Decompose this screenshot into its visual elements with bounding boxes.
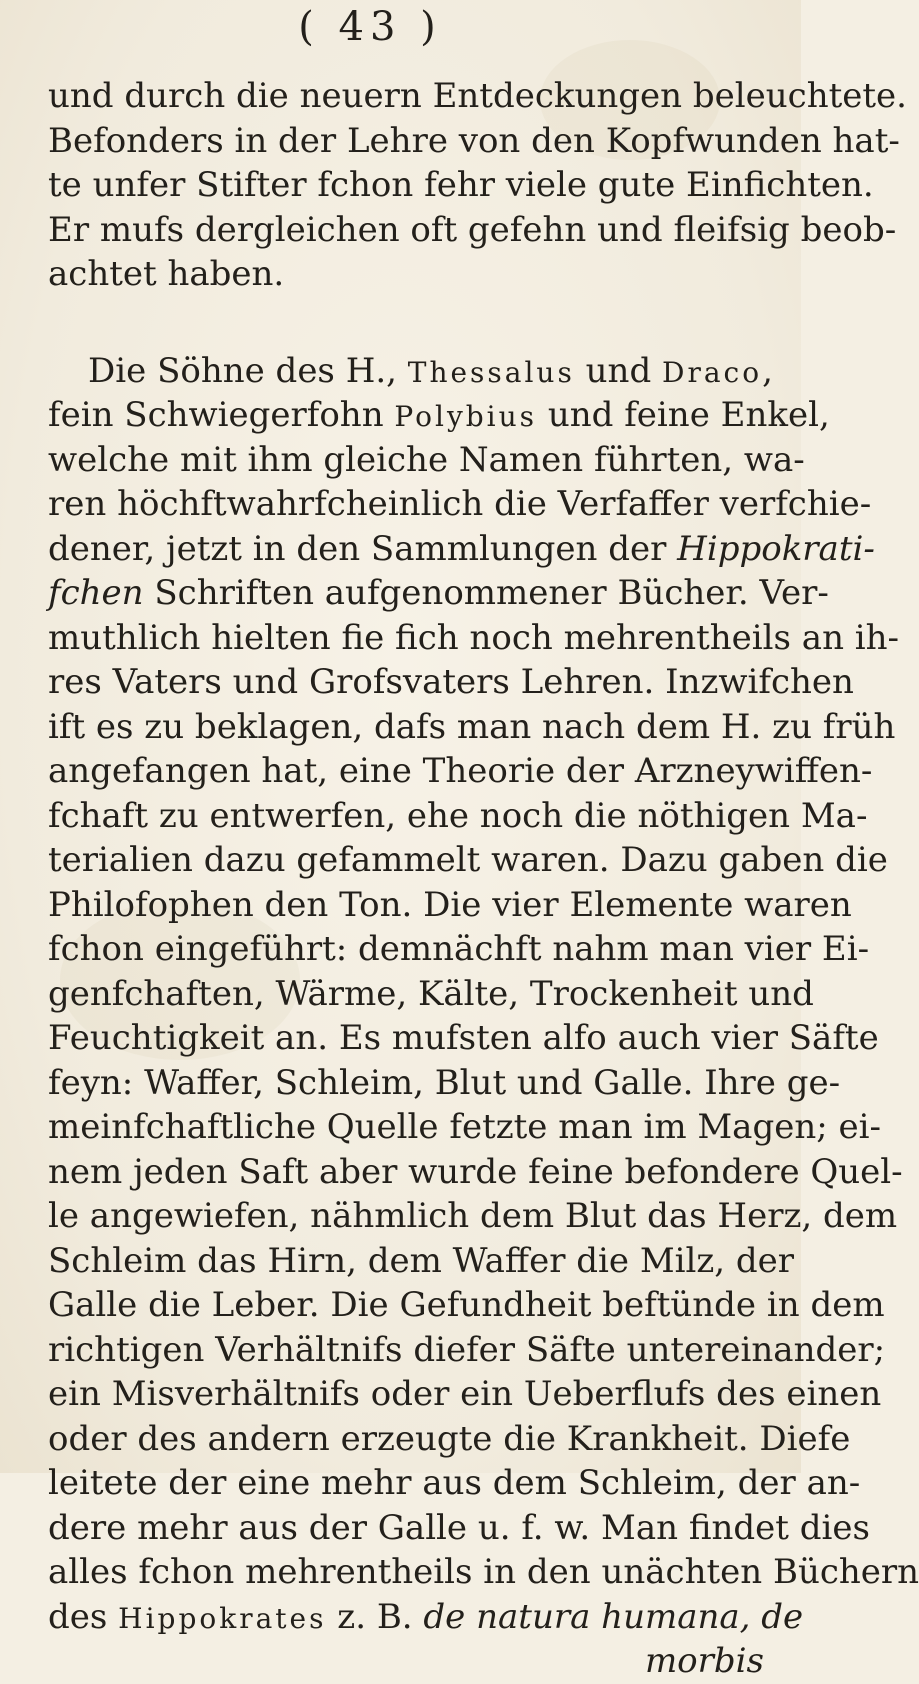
- person-name: Hippokrates: [118, 1601, 327, 1635]
- text-line: [48, 1595, 804, 1640]
- text-line: welche mit ihm gleiche Namen führten, wa-: [48, 439, 805, 480]
- text-fragment: z. B.: [326, 1596, 424, 1637]
- text-fragment: Schriften aufgenommener Bücher. Ver-: [143, 573, 829, 613]
- text-line: Feuchtigkeit an. Es mufsten alfo auch vier Säfte: [48, 1018, 879, 1058]
- text-line: [48, 393, 830, 438]
- italic-term: Hippokrati-: [677, 528, 875, 569]
- text-line: res Vaters und Grofsvaters Lehren. Inzwifchen: [48, 662, 854, 702]
- text-line: Philofophen den Ton. Die vier Elemente waren: [48, 884, 852, 925]
- text-line: muthlich hielten fie fich noch mehrentheils an ih-: [48, 617, 900, 658]
- italic-title: de natura humana, de: [423, 1596, 804, 1637]
- text-fragment: fein Schwiegerfohn: [48, 395, 395, 435]
- text-line: ren höchftwahrfcheinlich die Verfaffer verfchie-: [48, 484, 872, 524]
- text-fragment: des: [48, 1596, 119, 1637]
- text-line: leitete der eine mehr aus dem Schleim, der an-: [48, 1463, 861, 1503]
- text-line: achtet haben.: [48, 254, 285, 294]
- body-text: [48, 74, 919, 1684]
- text-line: terialien dazu gefammelt waren. Dazu gaben die: [48, 840, 888, 880]
- text-line: dere mehr aus der Galle u. f. w. Man findet dies: [48, 1507, 870, 1548]
- text-line: richtigen Verhältnifs diefer Säfte untereinander;: [48, 1329, 886, 1370]
- paragraph-gap: [48, 297, 764, 349]
- text-line: fchaft zu entwerfen, ehe noch die nöthigen Ma-: [48, 795, 868, 836]
- text-line: Galle die Leber. Die Gefundheit beftünde in dem: [48, 1285, 885, 1325]
- text-fragment: dener, jetzt in den Sammlungen der: [48, 528, 678, 569]
- page-number: ( 43 ): [298, 4, 442, 50]
- person-name: Polybius: [394, 400, 538, 433]
- text-line: ein Misverhältnifs oder ein Ueberflufs des einen: [48, 1374, 882, 1414]
- text-fragment: Die Söhne des H.,: [88, 350, 408, 391]
- text-line: [48, 349, 773, 394]
- text-fragment: ,: [762, 350, 773, 391]
- text-line: meinfchaftliche Quelle fetzte man im Magen; ei-: [48, 1107, 881, 1147]
- text-line: le angewiefen, nähmlich dem Blut das Herz, dem: [48, 1196, 898, 1236]
- text-line: Befonders in der Lehre von den Kopfwunden hat-: [48, 120, 900, 161]
- text-line: ift es zu beklagen, dafs man nach dem H. zu früh: [48, 706, 896, 747]
- text-line: feyn: Waffer, Schleim, Blut und Galle. Ihre ge-: [48, 1062, 841, 1103]
- text-line: angefangen hat, eine Theorie der Arzneywiffen-: [48, 751, 873, 791]
- text-line: Schleim das Hirn, dem Waffer die Milz, der: [48, 1240, 795, 1281]
- text-line: te unfer Stifter fchon fehr viele gute Einfichten.: [48, 165, 874, 205]
- text-line: fchon eingeführt: demnächft nahm man vier Ei-: [48, 929, 870, 969]
- text-line: morbis: [644, 1641, 764, 1681]
- text-line: oder des andern erzeugte die Krankheit. Diefe: [48, 1418, 851, 1459]
- italic-term: fchen: [48, 573, 144, 613]
- person-name: Thessalus: [407, 355, 575, 389]
- text-line: alles fchon mehrentheils in den unächten Büchern: [48, 1552, 919, 1592]
- text-line: Er mufs dergleichen oft gefehn und fleifsig beob-: [48, 209, 897, 250]
- text-line: [48, 527, 875, 572]
- person-name: Draco: [662, 355, 763, 389]
- text-fragment: und: [574, 350, 663, 391]
- text-line: und durch die neuern Entdeckungen beleuchtete.: [48, 76, 907, 116]
- text-line: genfchaften, Wärme, Kälte, Trockenheit und: [48, 973, 814, 1014]
- text-fragment: und feine Enkel,: [537, 395, 830, 435]
- text-line: [48, 571, 829, 616]
- text-line: nem jeden Saft aber wurde feine befondere Quel-: [48, 1151, 903, 1192]
